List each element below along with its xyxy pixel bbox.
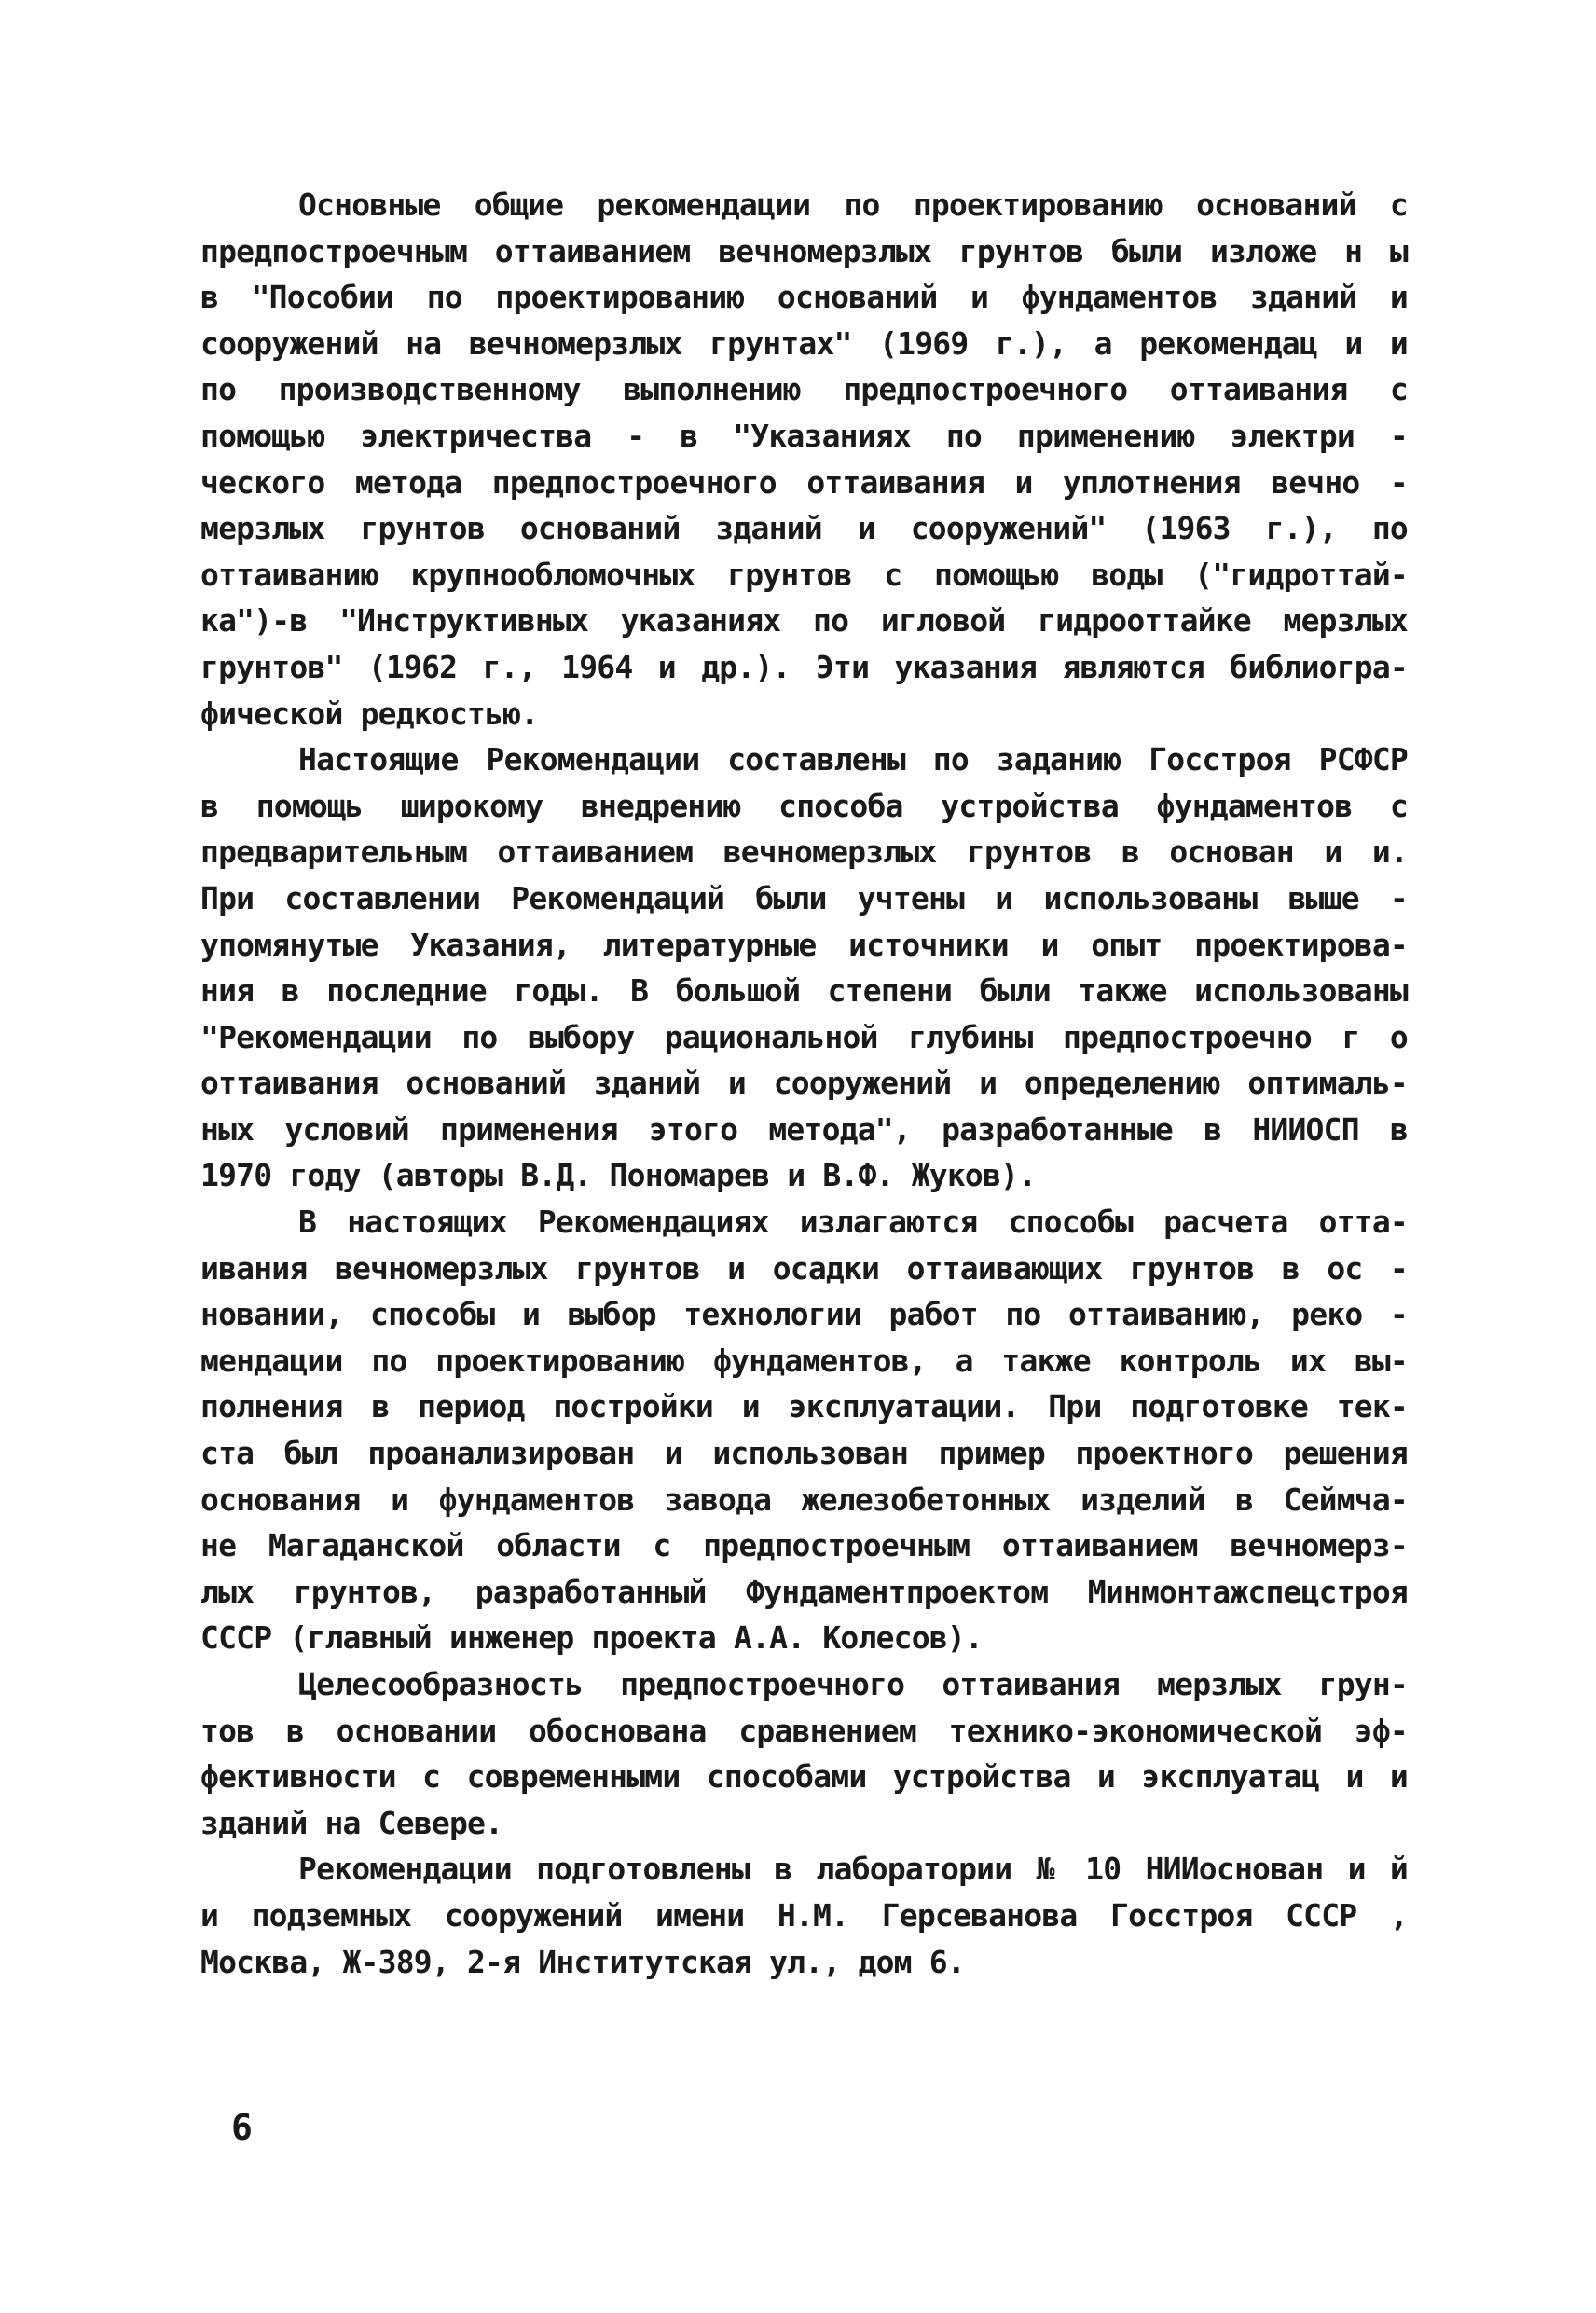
paragraph-line: мерзлых грунтов оснований зданий и сооружений" (1963 г.), по	[200, 510, 1408, 547]
paragraph-line: предпостроечным оттаиванием вечномерзлых грунтов были изложе н ы	[200, 232, 1408, 269]
paragraph-line: ческого метода предпостроечного оттаивания и уплотнения вечно -	[200, 463, 1408, 501]
page-number: 6	[231, 2107, 253, 2148]
paragraph-line: полнения в период постройки и эксплуатации. При подготовке тек-	[200, 1388, 1408, 1425]
paragraph-line: ных условий применения этого метода", разработанные в НИИОСП в	[200, 1110, 1408, 1148]
paragraph-5	[200, 1846, 1408, 1985]
paragraph-line: "Рекомендации по выбору рациональной глубины предпостроечно г о	[200, 1018, 1408, 1055]
paragraph-line: в "Пособии по проектированию оснований и фундаментов зданий и	[200, 279, 1408, 316]
body-text	[200, 182, 1408, 1985]
paragraph-line: ния в последние годы. В большой степени были также использованы	[200, 972, 1408, 1010]
paragraph-line: упомянутые Указания, литературные источники и опыт проектирова-	[200, 926, 1408, 963]
paragraph-line: ка")-в "Инструктивных указаниях по игловой гидрооттайке мерзлых	[200, 602, 1408, 640]
paragraph-line: В настоящих Рекомендациях излагаются способы расчета отта-	[298, 1204, 1408, 1241]
paragraph-line: сооружений на вечномерзлых грунтах" (1969 г.), а рекомендац и и	[200, 324, 1408, 362]
paragraph-line: Целесообразность предпостроечного оттаивания мерзлых грун-	[298, 1666, 1408, 1702]
paragraph-line: СССР (главный инженер проекта А.А. Колесов).	[200, 1619, 983, 1657]
paragraph-line: оттаивания оснований зданий и сооружений и определению оптималь-	[200, 1065, 1408, 1102]
paragraph-line: зданий на Севере.	[200, 1804, 503, 1841]
paragraph-line: в помощь широкому внедрению способа устройства фундаментов с	[200, 787, 1408, 824]
paragraph-line: мендации по проектированию фундаментов, а также контроль их вы-	[200, 1342, 1408, 1379]
paragraph-line: не Магаданской области с предпостроечным оттаиванием вечномерз-	[200, 1527, 1408, 1564]
paragraph-line: 1970 году (авторы В.Д. Пономарев и В.Ф. Жуков).	[200, 1157, 1037, 1194]
paragraph-line: При составлении Рекомендаций были учтены и использованы выше -	[200, 879, 1408, 916]
paragraph-1	[200, 182, 1408, 737]
paragraph-line: тов в основании обоснована сравнением технико-экономической эф-	[200, 1712, 1408, 1749]
paragraph-4	[200, 1661, 1408, 1846]
paragraph-2	[200, 737, 1408, 1199]
paragraph-line: Настоящие Рекомендации составлены по заданию Госстроя РСФСР	[298, 741, 1408, 778]
paragraph-line: фической редкостью.	[200, 695, 539, 732]
paragraph-line: предварительным оттаиванием вечномерзлых грунтов в основан и и.	[200, 833, 1408, 871]
paragraph-line: Москва, Ж-389, 2-я Институтская ул., дом 6.	[200, 1943, 965, 1980]
paragraph-line: ивания вечномерзлых грунтов и осадки оттаивающих грунтов в ос -	[200, 1249, 1408, 1287]
paragraph-3	[200, 1199, 1408, 1661]
paragraph-line: Рекомендации подготовлены в лаборатории № 10 НИИоснован и й	[298, 1851, 1408, 1888]
paragraph-line: оттаиванию крупнообломочных грунтов с помощью воды ("гидроттай-	[200, 556, 1408, 593]
paragraph-line: лых грунтов, разработанный Фундаментпроектом Минмонтажспецстроя	[200, 1573, 1408, 1610]
paragraph-line: новании, способы и выбор технологии работ по оттаиванию, реко -	[200, 1296, 1408, 1333]
paragraph-line: и подземных сооружений имени Н.М. Герсеванова Госстроя СССР ,	[200, 1896, 1408, 1934]
paragraph-line: грунтов" (1962 г., 1964 и др.). Эти указания являются библиогра-	[200, 648, 1408, 685]
paragraph-line: ста был проанализирован и использован пример проектного решения	[200, 1435, 1408, 1472]
paragraph-line: по производственному выполнению предпостроечного оттаивания с	[200, 371, 1408, 408]
paragraph-line: основания и фундаментов завода железобетонных изделий в Сеймча-	[200, 1480, 1408, 1518]
paragraph-line: помощью электричества - в "Указаниях по применению электри -	[200, 417, 1408, 454]
paragraph-line: фективности с современными способами устройства и эксплуатац и и	[200, 1758, 1408, 1796]
paragraph-line: Основные общие рекомендации по проектированию оснований с	[298, 186, 1408, 223]
